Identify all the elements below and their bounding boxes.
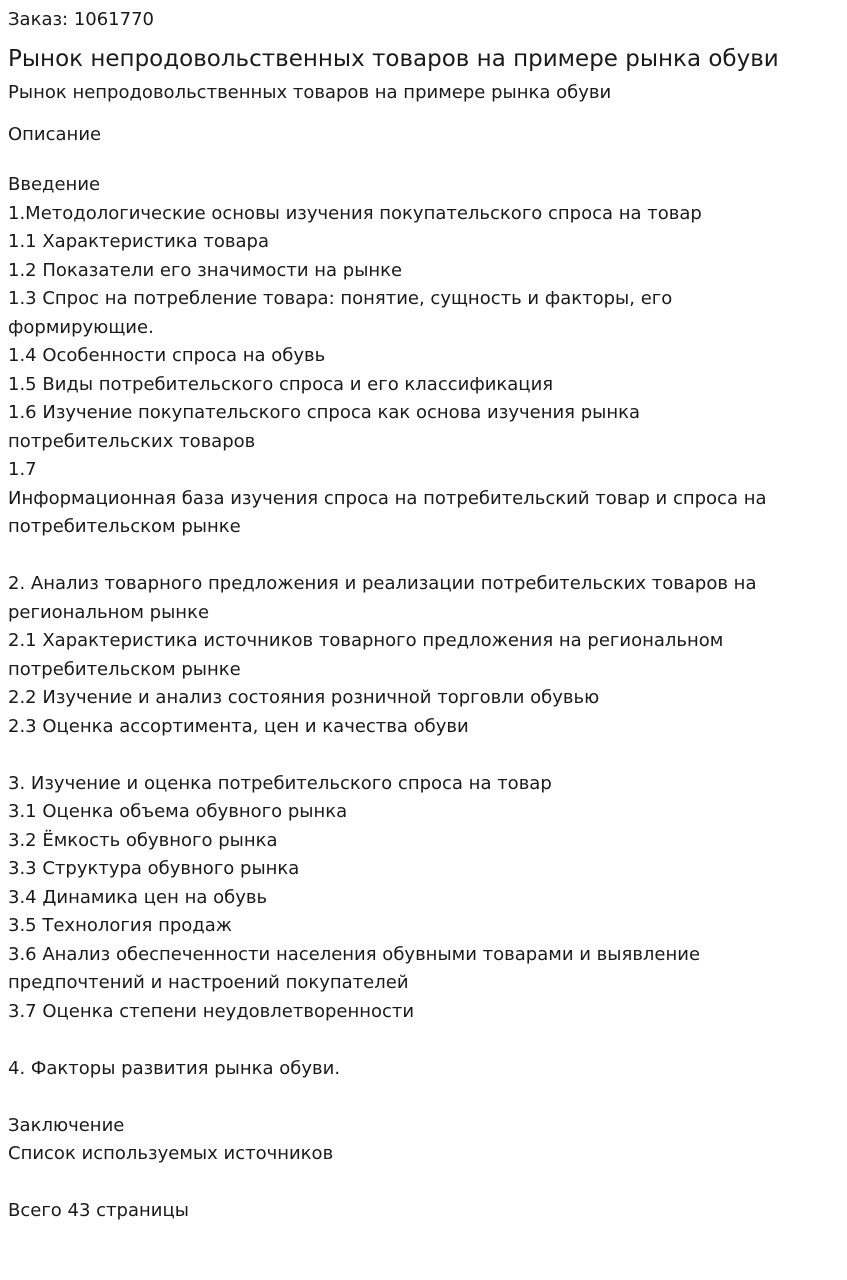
content-line: 2.1 Характеристика источников товарного предложения на региональном <box>8 630 724 651</box>
content-line: потребительских товаров <box>8 430 256 452</box>
content-line: 3.7 Оценка степени неудовлетворенности <box>8 1000 415 1022</box>
content-line: 3.2 Ёмкость обувного рынка <box>8 829 278 851</box>
content-line: 3.4 Динамика цен на обувь <box>8 886 268 908</box>
content-line: 1.5 Виды потребительского спроса и его классификация <box>8 373 554 395</box>
content-line <box>8 1083 839 1112</box>
content-line <box>8 1026 839 1055</box>
content-line: 3.3 Структура обувного рынка <box>8 858 300 879</box>
content-line: 1.3 Спрос на потребление товара: понятие, сущность и факторы, его <box>8 288 673 309</box>
content-line: предпочтений и настроений покупателей <box>8 972 409 993</box>
content-line: 4. Факторы развития рынка обуви. <box>8 1057 341 1079</box>
content-line: региональном рынке <box>8 601 210 623</box>
description-body <box>8 171 839 1226</box>
content-line: потребительском рынке <box>8 516 241 537</box>
content-line: 2. Анализ товарного предложения и реализации потребительских товаров на <box>8 573 757 594</box>
page-subtitle: Рынок непродовольственных товаров на примере рынка обуви <box>8 82 612 103</box>
content-line: формирующие. <box>8 316 154 338</box>
content-line: 2.3 Оценка ассортимента, цен и качества обуви <box>8 715 469 737</box>
content-line: 2.2 Изучение и анализ состояния розничной торговли обувью <box>8 687 600 708</box>
content-line: Список используемых источников <box>8 1143 334 1164</box>
content-line: 1.4 Особенности спроса на обувь <box>8 345 326 366</box>
content-line: потребительском рынке <box>8 658 241 680</box>
content-line <box>8 741 839 770</box>
content-line <box>8 1169 839 1198</box>
content-line: Заключение <box>8 1114 125 1136</box>
content-line: 3.6 Анализ обеспеченности населения обувными товарами и выявление <box>8 943 701 965</box>
content-line: 1.Методологические основы изучения покупательского спроса на товар <box>8 202 702 224</box>
content-line: Информационная база изучения спроса на потребительский товар и спроса на <box>8 487 767 509</box>
content-line: 3.5 Технология продаж <box>8 915 232 936</box>
content-line: 3.1 Оценка объема обувного рынка <box>8 801 348 822</box>
content-line: 1.6 Изучение покупательского спроса как основа изучения рынка <box>8 402 641 423</box>
content-line: 1.2 Показатели его значимости на рынке <box>8 259 403 281</box>
content-line: 1.1 Характеристика товара <box>8 231 270 252</box>
page-title: Рынок непродовольственных товаров на примере рынка обуви <box>8 46 779 72</box>
content-line <box>8 542 839 571</box>
content-line: 1.7 <box>8 459 37 480</box>
content-line: 3. Изучение и оценка потребительского спроса на товар <box>8 772 552 794</box>
order-number: Заказ: 1061770 <box>8 9 154 30</box>
content-line: Введение <box>8 174 101 195</box>
content-line: Всего 43 страницы <box>8 1200 189 1221</box>
description-label: Описание <box>8 124 102 145</box>
